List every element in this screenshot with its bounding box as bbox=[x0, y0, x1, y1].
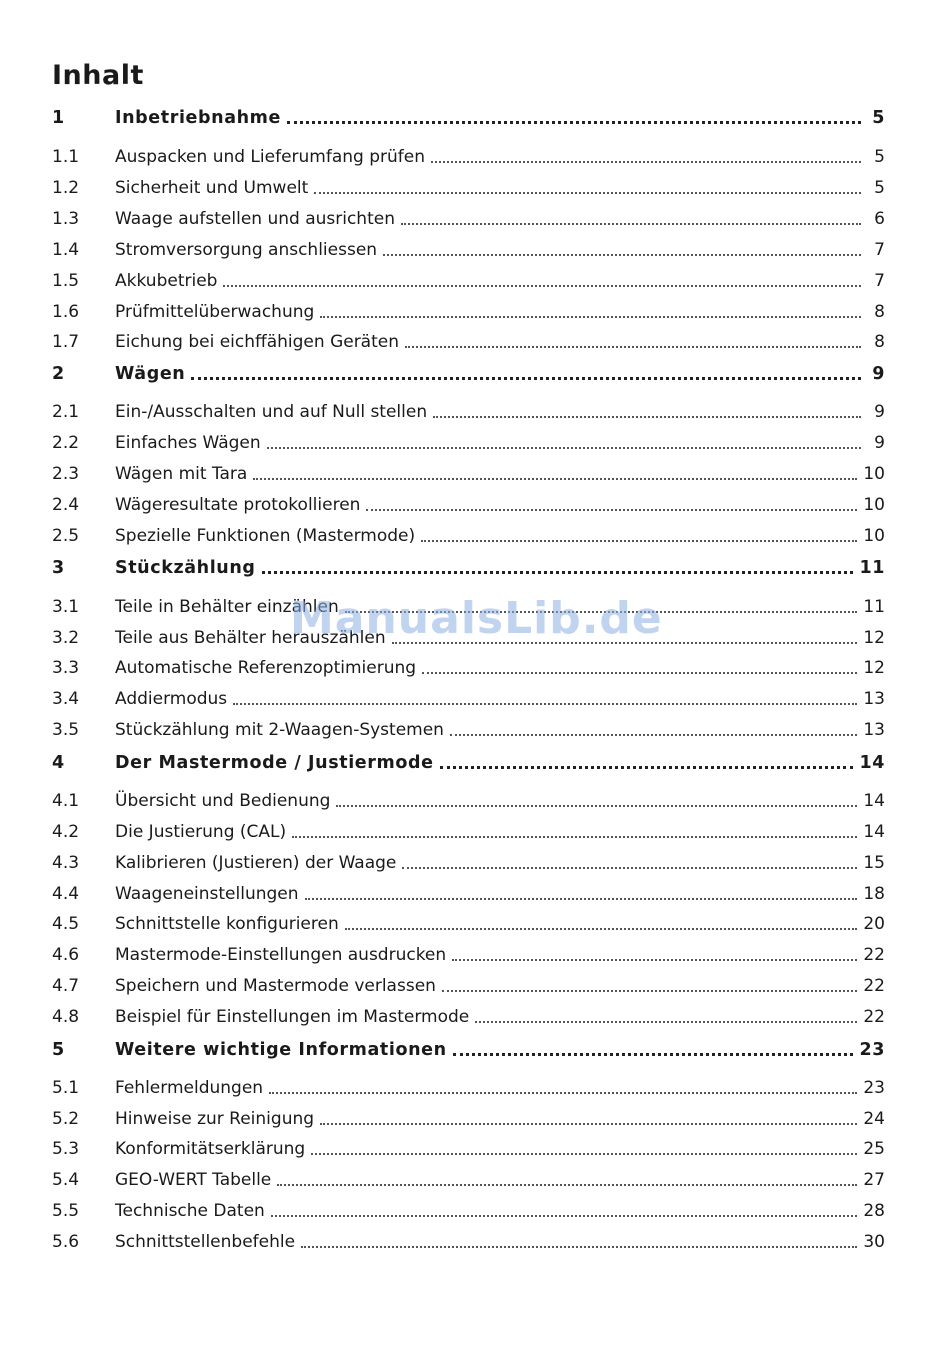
toc-entry-page: 15 bbox=[863, 853, 885, 873]
toc-dot-leader bbox=[431, 144, 861, 170]
toc-entry-page: 10 bbox=[863, 495, 885, 515]
toc-entry-page: 8 bbox=[874, 332, 885, 352]
toc-entry-number: 1.7 bbox=[52, 332, 80, 352]
toc-section-entry[interactable] bbox=[52, 655, 885, 681]
toc-dot-leader bbox=[383, 237, 861, 263]
toc-entry-number: 4.3 bbox=[52, 853, 80, 873]
toc-dot-leader bbox=[366, 492, 857, 518]
toc-entry-title: Beispiel für Einstellungen im Mastermode bbox=[115, 1007, 470, 1027]
toc-chapter-entry[interactable] bbox=[52, 750, 885, 776]
toc-entry-number: 2 bbox=[52, 364, 65, 384]
toc-section-entry[interactable] bbox=[52, 1106, 885, 1132]
page-title: Inhalt bbox=[52, 60, 144, 91]
toc-section-entry[interactable] bbox=[52, 850, 885, 876]
toc-dot-leader bbox=[442, 973, 857, 999]
toc-entry-number: 3.3 bbox=[52, 658, 80, 678]
toc-dot-leader bbox=[405, 329, 861, 355]
toc-dot-leader bbox=[336, 788, 857, 814]
toc-entry-page: 6 bbox=[874, 209, 885, 229]
toc-section-entry[interactable] bbox=[52, 299, 885, 325]
toc-section-entry[interactable] bbox=[52, 1229, 885, 1255]
toc-section-entry[interactable] bbox=[52, 268, 885, 294]
toc-entry-page: 24 bbox=[863, 1109, 885, 1129]
toc-dot-leader bbox=[277, 1167, 857, 1193]
toc-section-entry[interactable] bbox=[52, 492, 885, 518]
toc-dot-leader bbox=[301, 1229, 857, 1255]
toc-dot-leader bbox=[223, 268, 861, 294]
toc-entry-page: 12 bbox=[863, 658, 885, 678]
toc-entry-title: GEO-WERT Tabelle bbox=[115, 1170, 272, 1190]
toc-section-entry[interactable] bbox=[52, 625, 885, 651]
toc-entry-title: Addiermodus bbox=[115, 689, 228, 709]
toc-entry-title: Waageneinstellungen bbox=[115, 884, 299, 904]
toc-section-entry[interactable] bbox=[52, 430, 885, 456]
toc-section-entry[interactable] bbox=[52, 1136, 885, 1162]
toc-entry-number: 2.5 bbox=[52, 526, 80, 546]
toc-entry-page: 23 bbox=[863, 1078, 885, 1098]
toc-entry-number: 1.4 bbox=[52, 240, 80, 260]
toc-entry-title: Waage aufstellen und ausrichten bbox=[115, 209, 395, 229]
toc-entry-page: 30 bbox=[863, 1232, 885, 1252]
toc-entry-page: 5 bbox=[872, 108, 885, 128]
toc-entry-title: Eichung bei eichffähigen Geräten bbox=[115, 332, 400, 352]
toc-entry-title: Technische Daten bbox=[115, 1201, 265, 1221]
toc-section-entry[interactable] bbox=[52, 523, 885, 549]
toc-entry-page: 9 bbox=[872, 364, 885, 384]
toc-entry-page: 12 bbox=[863, 628, 885, 648]
toc-entry-page: 8 bbox=[874, 302, 885, 322]
toc-dot-leader bbox=[267, 430, 861, 456]
toc-section-entry[interactable] bbox=[52, 206, 885, 232]
toc-section-entry[interactable] bbox=[52, 399, 885, 425]
toc-entry-page: 14 bbox=[863, 791, 885, 811]
toc-entry-page: 7 bbox=[874, 271, 885, 291]
toc-section-entry[interactable] bbox=[52, 911, 885, 937]
toc-entry-page: 25 bbox=[863, 1139, 885, 1159]
toc-dot-leader bbox=[475, 1004, 857, 1030]
toc-entry-title: Mastermode-Einstellungen ausdrucken bbox=[115, 945, 447, 965]
toc-entry-number: 2.4 bbox=[52, 495, 80, 515]
toc-entry-number: 1.2 bbox=[52, 178, 80, 198]
toc-entry-title: Schnittstelle konfigurieren bbox=[115, 914, 339, 934]
toc-entry-page: 20 bbox=[863, 914, 885, 934]
toc-entry-page: 13 bbox=[863, 689, 885, 709]
toc-entry-page: 10 bbox=[863, 464, 885, 484]
toc-dot-leader bbox=[440, 750, 854, 776]
toc-chapter-entry[interactable] bbox=[52, 361, 885, 387]
toc-dot-leader bbox=[452, 942, 857, 968]
toc-entry-number: 5.2 bbox=[52, 1109, 80, 1129]
toc-entry-title: Weitere wichtige Informationen bbox=[115, 1040, 447, 1060]
toc-entry-number: 1.6 bbox=[52, 302, 80, 322]
toc-entry-number: 3.4 bbox=[52, 689, 80, 709]
toc-entry-number: 4.2 bbox=[52, 822, 80, 842]
toc-dot-leader bbox=[450, 717, 857, 743]
toc-entry-title: Kalibrieren (Justieren) der Waage bbox=[115, 853, 397, 873]
toc-section-entry[interactable] bbox=[52, 144, 885, 170]
toc-section-entry[interactable] bbox=[52, 881, 885, 907]
toc-entry-title: Schnittstellenbefehle bbox=[115, 1232, 296, 1252]
toc-entry-page: 18 bbox=[863, 884, 885, 904]
toc-entry-title: Wägeresultate protokollieren bbox=[115, 495, 361, 515]
toc-dot-leader bbox=[453, 1037, 854, 1063]
toc-section-entry[interactable] bbox=[52, 461, 885, 487]
toc-entry-title: Konformitätserklärung bbox=[115, 1139, 306, 1159]
toc-section-entry[interactable] bbox=[52, 1075, 885, 1101]
toc-entry-title: Einfaches Wägen bbox=[115, 433, 261, 453]
toc-entry-title: Ein-/Ausschalten und auf Null stellen bbox=[115, 402, 428, 422]
toc-entry-title: Hinweise zur Reinigung bbox=[115, 1109, 315, 1129]
toc-entry-page: 9 bbox=[874, 433, 885, 453]
toc-entry-title: Die Justierung (CAL) bbox=[115, 822, 287, 842]
toc-entry-title: Teile in Behälter einzählen bbox=[115, 597, 339, 617]
toc-entry-number: 5.1 bbox=[52, 1078, 80, 1098]
toc-dot-leader bbox=[320, 299, 861, 325]
toc-dot-leader bbox=[345, 594, 858, 620]
toc-entry-page: 7 bbox=[874, 240, 885, 260]
toc-entry-number: 1.5 bbox=[52, 271, 80, 291]
toc-entry-title: Automatische Referenzoptimierung bbox=[115, 658, 417, 678]
toc-entry-page: 22 bbox=[863, 945, 885, 965]
toc-entry-page: 11 bbox=[863, 597, 885, 617]
toc-chapter-entry[interactable] bbox=[52, 105, 885, 131]
toc-entry-page: 13 bbox=[863, 720, 885, 740]
toc-section-entry[interactable] bbox=[52, 942, 885, 968]
toc-entry-page: 14 bbox=[863, 822, 885, 842]
toc-dot-leader bbox=[421, 523, 857, 549]
toc-entry-number: 4.1 bbox=[52, 791, 80, 811]
toc-entry-page: 5 bbox=[874, 147, 885, 167]
toc-entry-number: 4.6 bbox=[52, 945, 80, 965]
toc-entry-number: 3 bbox=[52, 558, 65, 578]
toc-entry-number: 1.3 bbox=[52, 209, 80, 229]
toc-dot-leader bbox=[402, 850, 857, 876]
toc-section-entry[interactable] bbox=[52, 1004, 885, 1030]
toc-entry-number: 1 bbox=[52, 108, 65, 128]
toc-entry-number: 2.2 bbox=[52, 433, 80, 453]
toc-dot-leader bbox=[287, 105, 861, 131]
toc-entry-title: Der Mastermode / Justiermode bbox=[115, 753, 434, 773]
toc-entry-title: Teile aus Behälter herauszählen bbox=[115, 628, 386, 648]
toc-entry-number: 4 bbox=[52, 753, 65, 773]
toc-dot-leader bbox=[269, 1075, 857, 1101]
toc-section-entry[interactable] bbox=[52, 594, 885, 620]
toc-entry-title: Spezielle Funktionen (Mastermode) bbox=[115, 526, 416, 546]
watermark: ManualsLib.de bbox=[290, 593, 663, 644]
toc-entry-number: 3.2 bbox=[52, 628, 80, 648]
toc-entry-title: Speichern und Mastermode verlassen bbox=[115, 976, 436, 996]
toc-section-entry[interactable] bbox=[52, 788, 885, 814]
toc-entry-number: 2.1 bbox=[52, 402, 80, 422]
toc-entry-number: 3.5 bbox=[52, 720, 80, 740]
toc-dot-leader bbox=[401, 206, 861, 232]
toc-chapter-entry[interactable] bbox=[52, 555, 885, 581]
toc-entry-page: 28 bbox=[863, 1201, 885, 1221]
toc-entry-page: 27 bbox=[863, 1170, 885, 1190]
toc-entry-page: 23 bbox=[859, 1040, 885, 1060]
toc-dot-leader bbox=[233, 686, 857, 712]
toc-section-entry[interactable] bbox=[52, 175, 885, 201]
toc-entry-page: 11 bbox=[859, 558, 885, 578]
toc-entry-title: Sicherheit und Umwelt bbox=[115, 178, 309, 198]
toc-entry-title: Übersicht und Bedienung bbox=[115, 791, 331, 811]
toc-entry-page: 10 bbox=[863, 526, 885, 546]
toc-dot-leader bbox=[311, 1136, 857, 1162]
toc-entry-number: 5 bbox=[52, 1040, 65, 1060]
toc-entry-number: 2.3 bbox=[52, 464, 80, 484]
toc-entry-page: 9 bbox=[874, 402, 885, 422]
toc-dot-leader bbox=[392, 625, 858, 651]
toc-section-entry[interactable] bbox=[52, 237, 885, 263]
toc-dot-leader bbox=[292, 819, 857, 845]
toc-section-entry[interactable] bbox=[52, 819, 885, 845]
toc-dot-leader bbox=[433, 399, 861, 425]
toc-entry-title: Auspacken und Lieferumfang prüfen bbox=[115, 147, 426, 167]
toc-section-entry[interactable] bbox=[52, 1198, 885, 1224]
toc-entry-number: 4.7 bbox=[52, 976, 80, 996]
toc-dot-leader bbox=[271, 1198, 858, 1224]
toc-dot-leader bbox=[191, 361, 861, 387]
toc-entry-title: Inbetriebnahme bbox=[115, 108, 281, 128]
toc-entry-number: 4.8 bbox=[52, 1007, 80, 1027]
toc-section-entry[interactable] bbox=[52, 1167, 885, 1193]
toc-dot-leader bbox=[320, 1106, 857, 1132]
toc-entry-title: Fehlermeldungen bbox=[115, 1078, 264, 1098]
toc-entry-number: 5.5 bbox=[52, 1201, 80, 1221]
toc-dot-leader bbox=[345, 911, 858, 937]
toc-dot-leader bbox=[305, 881, 858, 907]
toc-entry-page: 5 bbox=[874, 178, 885, 198]
toc-entry-title: Stromversorgung anschliessen bbox=[115, 240, 378, 260]
toc-entry-number: 3.1 bbox=[52, 597, 80, 617]
toc-entry-number: 4.4 bbox=[52, 884, 80, 904]
toc-dot-leader bbox=[314, 175, 861, 201]
toc-entry-number: 5.3 bbox=[52, 1139, 80, 1159]
toc-entry-title: Wägen bbox=[115, 364, 186, 384]
toc-entry-title: Prüfmittelüberwachung bbox=[115, 302, 315, 322]
toc-dot-leader bbox=[422, 655, 857, 681]
toc-entry-number: 1.1 bbox=[52, 147, 80, 167]
toc-entry-title: Wägen mit Tara bbox=[115, 464, 248, 484]
toc-entry-number: 5.4 bbox=[52, 1170, 80, 1190]
toc-dot-leader bbox=[262, 555, 854, 581]
toc-entry-number: 5.6 bbox=[52, 1232, 80, 1252]
toc-section-entry[interactable] bbox=[52, 686, 885, 712]
toc-entry-number: 4.5 bbox=[52, 914, 80, 934]
toc-entry-page: 22 bbox=[863, 1007, 885, 1027]
toc-dot-leader bbox=[253, 461, 857, 487]
toc-entry-page: 14 bbox=[859, 753, 885, 773]
toc-entry-title: Stückzählung mit 2-Waagen-Systemen bbox=[115, 720, 444, 740]
toc-section-entry[interactable] bbox=[52, 973, 885, 999]
toc-chapter-entry[interactable] bbox=[52, 1037, 885, 1063]
toc-entry-title: Akkubetrieb bbox=[115, 271, 218, 291]
toc-entry-title: Stückzählung bbox=[115, 558, 256, 578]
toc-section-entry[interactable] bbox=[52, 717, 885, 743]
toc-section-entry[interactable] bbox=[52, 329, 885, 355]
toc-entry-page: 22 bbox=[863, 976, 885, 996]
